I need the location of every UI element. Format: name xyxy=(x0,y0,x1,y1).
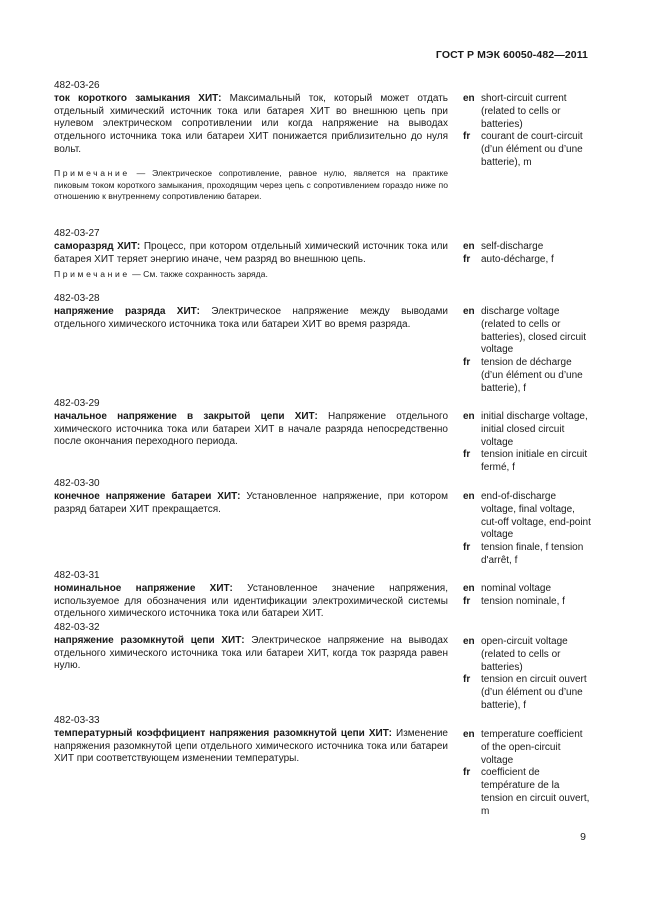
equivalent-fr-text: tension finale, f tension d'arrêt, f xyxy=(481,542,584,566)
lang-code-fr: fr xyxy=(463,595,471,607)
entry-definition: Изменение напряжения разомкнутой цепи отдельного химического источника тока или батареи ХИТ при соответствующем изменении температуры. xyxy=(54,727,448,765)
standard-header: ГОСТ Р МЭК 60050-482—2011 xyxy=(435,49,588,61)
entry-definition: Установленное напряжение, при котором разряд батареи ХИТ прекращается. xyxy=(54,490,448,515)
entry-482-03-32 xyxy=(54,622,448,673)
entry-482-03-31 xyxy=(54,570,448,621)
equivalents-482-03-27 xyxy=(463,241,593,267)
entry-term: напряжение разомкнутой цепи ХИТ: xyxy=(54,634,245,646)
note-text: — Электрическое сопротивление, равное нулю, является на практике пиковым током короткого замыкания, проходящим через цепь с сопротивлением гораздо ниже по отношению к внутреннему сопротивлению батареи. xyxy=(54,167,448,202)
entry-482-03-30 xyxy=(54,478,448,516)
equivalent-en xyxy=(463,93,593,131)
lang-code-fr: fr xyxy=(463,253,471,265)
equivalent-en-text: self-discharge xyxy=(481,241,544,252)
entry-definition: Установленное значение напряжения, используемое для обозначения или идентификации электрохимической системы отдельного химического источника тока или батареи ХИТ. xyxy=(54,582,448,620)
entry-definition: Процесс, при котором отдельный химический источник тока или батарея ХИТ теряет энергию иначе, чем разряд во внешнюю цепь. xyxy=(54,240,448,265)
lang-code-fr: fr xyxy=(463,542,471,554)
equivalent-en xyxy=(463,241,593,254)
equivalent-fr-text: tension initiale en circuit fermé, f xyxy=(481,449,588,474)
equivalents-482-03-32 xyxy=(463,636,593,713)
lang-code-en: en xyxy=(463,729,475,740)
equivalent-fr-text: auto-décharge, f xyxy=(481,253,554,265)
lang-code-fr: fr xyxy=(463,357,471,369)
equivalent-fr xyxy=(463,596,593,609)
entry-term: начальное напряжение в закрытой цепи ХИТ: xyxy=(54,410,318,422)
entry-482-03-29 xyxy=(54,398,448,449)
equivalent-fr-text: tension en circuit ouvert (d’un élément ou d’une batterie), f xyxy=(481,674,587,711)
entry-code: 482-03-27 xyxy=(54,228,100,239)
equivalents-482-03-29 xyxy=(463,411,593,475)
equivalents-482-03-28 xyxy=(463,306,593,396)
entry-code: 482-03-30 xyxy=(54,478,100,489)
lang-code-fr: fr xyxy=(463,449,471,461)
equivalent-fr-text: tension nominale, f xyxy=(481,595,565,607)
entry-term: конечное напряжение батареи ХИТ: xyxy=(54,490,241,502)
equivalent-fr xyxy=(463,674,593,712)
equivalents-482-03-30 xyxy=(463,491,593,568)
lang-code-en: en xyxy=(463,411,475,422)
equivalent-fr-text: tension de décharge (d’un élément ou d’une batterie), f xyxy=(481,357,583,394)
lang-code-en: en xyxy=(463,636,475,647)
equivalents-482-03-33 xyxy=(463,729,593,819)
equivalent-en-text: end-of-discharge voltage, final voltage, cut-off voltage, end-point voltage xyxy=(481,491,591,541)
equivalent-fr xyxy=(463,542,593,568)
equivalent-fr xyxy=(463,131,593,169)
page-number: 9 xyxy=(580,831,586,843)
equivalent-en xyxy=(463,636,593,674)
note-label: Примечание xyxy=(54,269,130,280)
entry-482-03-26 xyxy=(54,80,448,203)
note-label: Примечание xyxy=(54,167,130,178)
entry-term: номинальное напряжение ХИТ: xyxy=(54,582,233,594)
entry-code: 482-03-28 xyxy=(54,293,100,304)
lang-code-en: en xyxy=(463,583,475,594)
lang-code-en: en xyxy=(463,306,475,317)
equivalents-482-03-31 xyxy=(463,583,593,609)
entry-term: ток короткого замыкания ХИТ: xyxy=(54,92,222,104)
lang-code-en: en xyxy=(463,241,475,252)
lang-code-en: en xyxy=(463,491,475,502)
entry-code: 482-03-31 xyxy=(54,570,100,581)
equivalent-en-text: open-circuit voltage (related to cells or batteries) xyxy=(481,636,568,673)
equivalent-fr-text: coefficient de température de la tension en circuit ouvert, m xyxy=(481,767,590,817)
lang-code-fr: fr xyxy=(463,131,471,143)
entry-note xyxy=(54,168,448,203)
equivalent-fr-text: courant de court-circuit (d’un élément ou d’une batterie), m xyxy=(481,131,583,168)
equivalent-fr xyxy=(463,357,593,395)
entry-482-03-28 xyxy=(54,293,448,331)
equivalents-482-03-26 xyxy=(463,93,593,170)
equivalent-en xyxy=(463,583,593,596)
entry-definition: Электрическое напряжение между выводами отдельного химического источника тока или батареи ХИТ во время разряда. xyxy=(54,305,448,330)
entry-definition: Напряжение отдельного химического источника тока или батареи ХИТ в начале разряда непосредственно после окончания переходного периода. xyxy=(54,410,449,448)
entry-482-03-27 xyxy=(54,228,448,281)
note-text: — См. также сохранность заряда. xyxy=(129,269,268,280)
entry-code: 482-03-29 xyxy=(54,398,100,409)
entry-term: саморазряд ХИТ: xyxy=(54,240,141,252)
equivalent-en-text: short-circuit current (related to cells or batteries) xyxy=(481,93,567,130)
entry-definition: Электрическое напряжение на выводах отдельного химического источника тока или батареи ХИТ, когда ток разряда равен нулю. xyxy=(54,634,448,672)
equivalent-fr xyxy=(463,767,593,818)
entry-code: 482-03-26 xyxy=(54,80,100,91)
equivalent-en xyxy=(463,306,593,357)
equivalent-en-text: discharge voltage (related to cells or batteries), closed circuit voltage xyxy=(481,306,587,356)
equivalent-en-text: nominal voltage xyxy=(481,583,552,594)
lang-code-fr: fr xyxy=(463,767,471,779)
equivalent-en xyxy=(463,411,593,449)
equivalent-en xyxy=(463,491,593,542)
entry-code: 482-03-33 xyxy=(54,715,100,726)
equivalent-en-text: temperature coefficient of the open-circuit voltage xyxy=(481,729,583,766)
entry-note xyxy=(54,269,448,281)
equivalent-fr xyxy=(463,449,593,475)
entry-code: 482-03-32 xyxy=(54,622,100,633)
entry-482-03-33 xyxy=(54,715,448,766)
entry-definition: Максимальный ток, который может отдать отдельный химический источник тока или батарея ХИТ во внешнюю цепь при нулевом электрическом сопротивлении или когда напряжение на выводах отдельного источника тока или батареи ХИТ понижается приблизительно до нуля вольт. xyxy=(54,92,448,155)
entry-term: температурный коэффициент напряжения разомкнутой цепи ХИТ: xyxy=(54,727,393,739)
equivalent-fr xyxy=(463,254,593,267)
equivalent-en xyxy=(463,729,593,767)
lang-code-en: en xyxy=(463,93,475,104)
lang-code-fr: fr xyxy=(463,674,471,686)
equivalent-en-text: initial discharge voltage, initial closed circuit voltage xyxy=(481,411,588,448)
entry-term: напряжение разряда ХИТ: xyxy=(54,305,200,317)
